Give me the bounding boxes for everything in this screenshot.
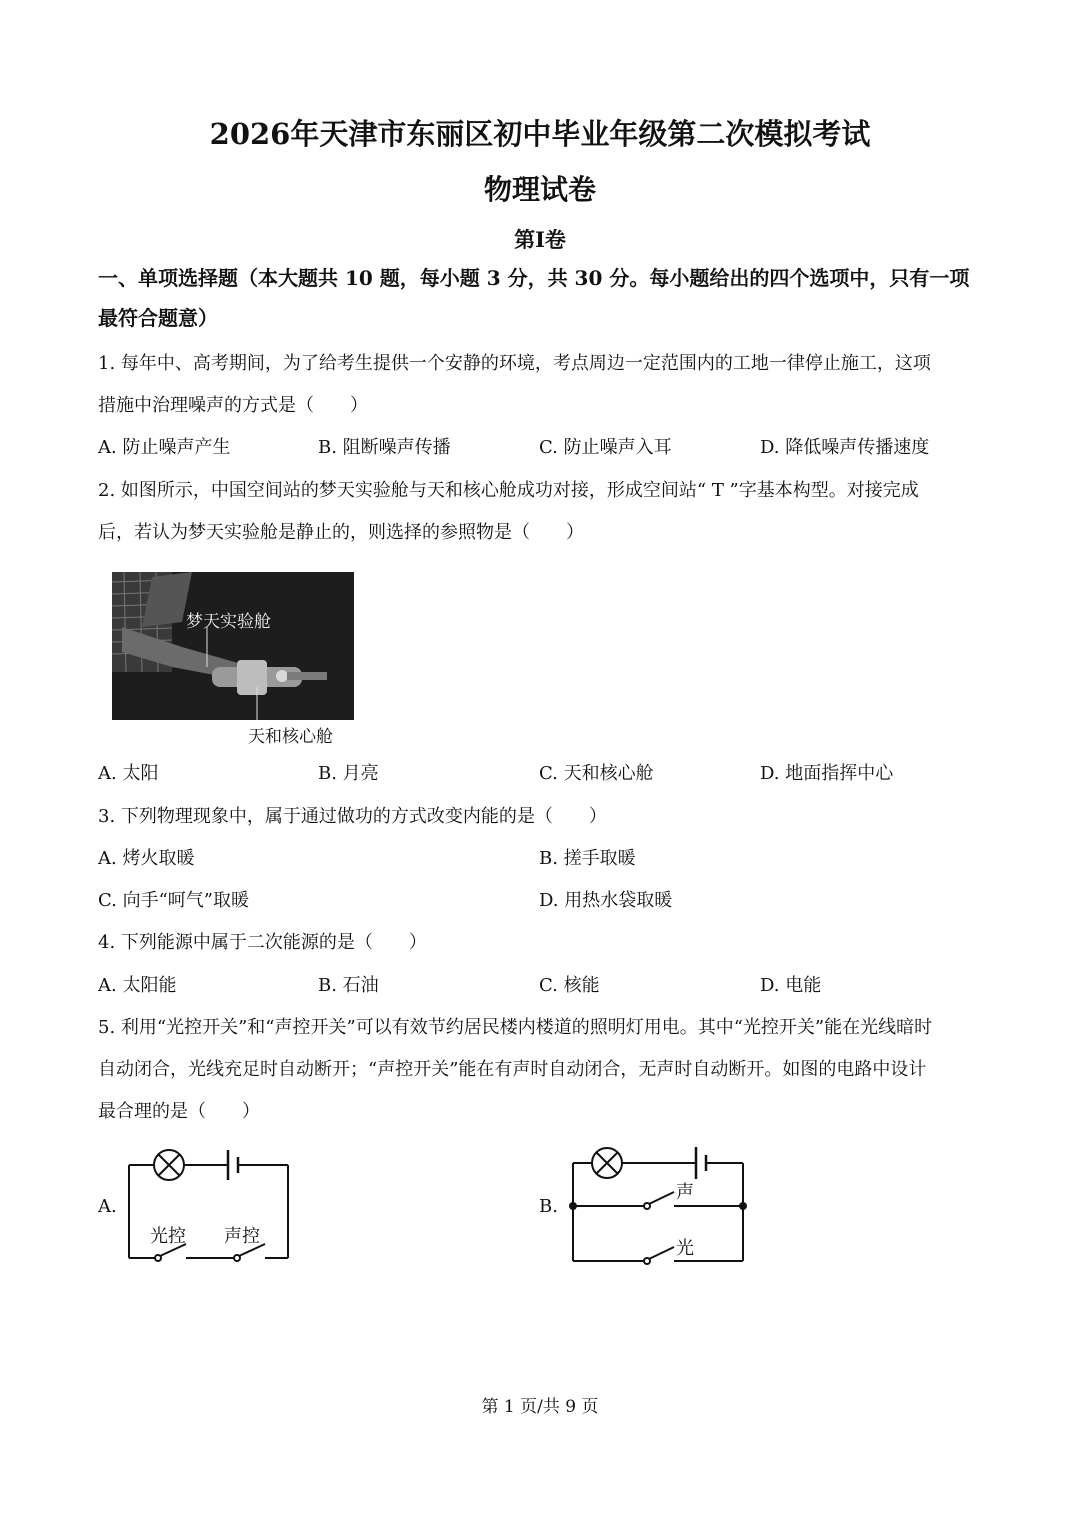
q5-line1: 5. 利用“光控开关”和“声控开关”可以有效节约居民楼内楼道的照明灯用电。其中“光控开关”能在光线暗时	[98, 1017, 933, 1038]
q1-line1: 1. 每年中、高考期间，为了给考生提供一个安静的环境，考点周边一定范围内的工地一律停止施工，这项	[98, 353, 931, 374]
q4-option-c: C. 核能	[539, 975, 600, 996]
q4-option-b: B. 石油	[318, 975, 379, 996]
circuit-b-switch-light: 光	[676, 1238, 694, 1259]
volume-label: 第Ⅰ卷	[514, 227, 566, 252]
section-heading: 一、单项选择题（本大题共 10 题，每小题 3 分，共 30 分。每小题给出的四个选项中，只有一项最符合题意）	[98, 266, 970, 330]
q2-option-d: D. 地面指挥中心	[760, 763, 894, 784]
q3-option-b: B. 搓手取暖	[539, 848, 636, 869]
q1-option-a: A. 防止噪声产生	[98, 437, 231, 458]
q4-option-a: A. 太阳能	[98, 975, 177, 996]
q1-option-b: B. 阻断噪声传播	[318, 437, 451, 458]
q3-line1: 3. 下列物理现象中，属于通过做功的方式改变内能的是（ ）	[98, 806, 607, 827]
q3-option-d: D. 用热水袋取暖	[539, 890, 673, 911]
space-station-photo	[112, 572, 354, 720]
q4-option-d: D. 电能	[760, 975, 822, 996]
q2-line2: 后，若认为梦天实验舱是静止的，则选择的参照物是（ ）	[98, 522, 584, 543]
q5-line2: 自动闭合，光线充足时自动断开；“声控开关”能在有声时自动闭合，无声时自动断开。如图的电路中设计	[98, 1059, 927, 1080]
q5-line3: 最合理的是（ ）	[98, 1101, 260, 1122]
page-number: 第 1 页/共 9 页	[481, 1397, 599, 1417]
photo-label-mengtian: 梦天实验舱	[186, 612, 271, 632]
q3-option-c: C. 向手“呵气”取暖	[98, 890, 249, 911]
photo-label-tianhe: 天和核心舱	[248, 727, 333, 747]
circuit-a-switch-sound: 声控	[224, 1226, 260, 1247]
q2-line1: 2. 如图所示，中国空间站的梦天实验舱与天和核心舱成功对接，形成空间站“ T ”字基本构型。对接完成	[98, 480, 919, 501]
space-station-illustration	[112, 572, 354, 720]
q1-option-d: D. 降低噪声传播速度	[760, 437, 930, 458]
circuit-a-switch-light: 光控	[150, 1226, 186, 1247]
circuit-b-diagram	[560, 1135, 760, 1270]
q1-line2: 措施中治理噪声的方式是（ ）	[98, 395, 368, 416]
q2-option-c: C. 天和核心舱	[539, 763, 654, 784]
circuit-a-diagram	[120, 1140, 300, 1275]
q2-option-a: A. 太阳	[98, 763, 159, 784]
circuit-a-label: A.	[98, 1196, 117, 1217]
q4-line1: 4. 下列能源中属于二次能源的是（ ）	[98, 932, 427, 953]
exam-subtitle: 物理试卷	[483, 173, 596, 206]
q2-option-b: B. 月亮	[318, 763, 379, 784]
circuit-b-switch-sound: 声	[676, 1182, 694, 1203]
q1-option-c: C. 防止噪声入耳	[539, 437, 672, 458]
circuit-b-label: B.	[539, 1196, 558, 1217]
exam-title: 2026年天津市东丽区初中毕业年级第二次模拟考试	[209, 117, 871, 151]
q3-option-a: A. 烤火取暖	[98, 848, 195, 869]
